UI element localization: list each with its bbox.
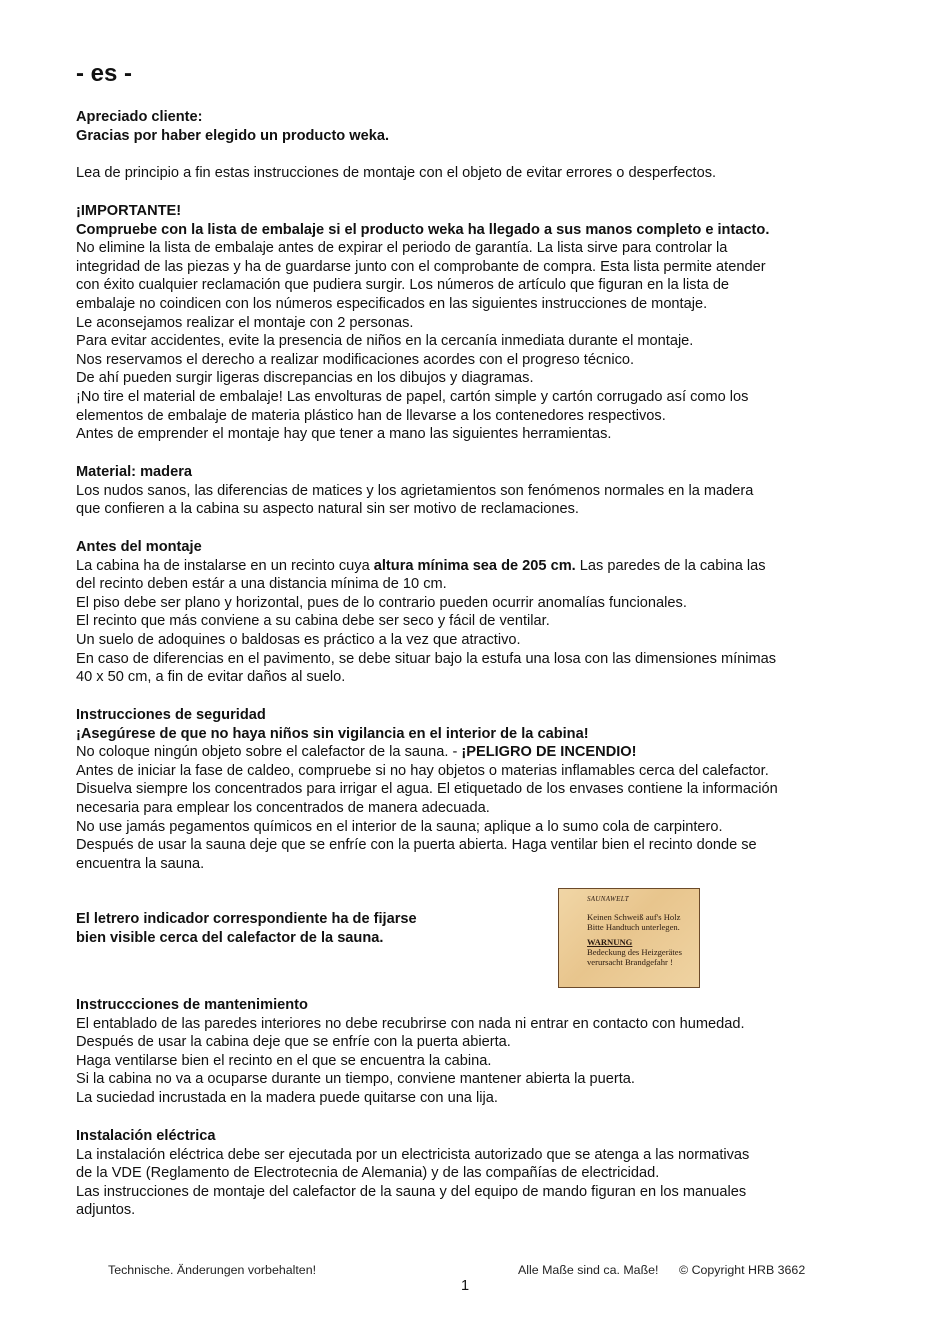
electrical-line: La instalación eléctrica debe ser ejecutada por un electricista autorizado que se atenga a las normativas xyxy=(76,1146,750,1163)
important-line: Antes de emprender el montaje hay que tener a mano las siguientes herramientas. xyxy=(76,426,612,443)
important-line: De ahí pueden surgir ligeras discrepancias en los dibujos y diagramas. xyxy=(76,370,534,387)
important-title: ¡IMPORTANTE! xyxy=(76,203,182,219)
material-line: Los nudos sanos, las diferencias de matices y los agrietamientos son fenómenos normales en la madera xyxy=(76,482,754,499)
electrical-line: adjuntos. xyxy=(76,1202,136,1219)
antes-line-pre: La cabina ha de instalarse en un recinto cuya xyxy=(76,557,374,574)
sign-note-line: bien visible cerca del calefactor de la sauna. xyxy=(76,929,384,946)
important-line: con éxito cualquier reclamación que pudiera surgir. Los números de artículo que figuran en la lista de xyxy=(76,277,730,294)
important-line: embalaje no coindicen con los números especificados en las siguientes instrucciones de montaje. xyxy=(76,295,708,312)
material-title: Material: madera xyxy=(76,464,192,480)
antes-line-post: Las paredes de la cabina las xyxy=(575,557,766,574)
safety-line: encuentra la sauna. xyxy=(76,855,205,872)
electrical-title: Instalación eléctrica xyxy=(76,1128,216,1144)
sauna-warning-sign-image xyxy=(558,888,700,988)
important-line: elementos de embalaje de materia plástico han de llevarse a los contenedores respectivos. xyxy=(76,407,666,424)
maintenance-line: La suciedad incrustada en la madera puede quitarse con una lija. xyxy=(76,1089,498,1106)
important-line: No elimine la lista de embalaje antes de expirar el periodo de garantía. La lista sirve para controlar la xyxy=(76,240,728,257)
antes-line: Un suelo de adoquines o baldosas es práctico a la vez que atractivo. xyxy=(76,631,521,648)
antes-line: del recinto deben estár a una distancia mínima de 10 cm. xyxy=(76,576,447,593)
antes-section xyxy=(76,538,876,687)
important-line: Para evitar accidentes, evite la presencia de niños en la cercanía inmediata durante el montaje. xyxy=(76,333,694,350)
safety-line: Disuelva siempre los concentrados para irrigar el agua. El etiquetado de los envases contiene la información xyxy=(76,781,778,798)
maintenance-line: Si la cabina no va a ocuparse durante un tiempo, conviene mantener abierta la puerta. xyxy=(76,1071,635,1088)
intro-section xyxy=(76,108,876,145)
antes-line: En caso de diferencias en el pavimento, se debe situar bajo la estufa una losa con las dimensiones mínimas xyxy=(76,650,777,667)
fire-danger-text: ¡PELIGRO DE INCENDIO! xyxy=(461,744,637,761)
language-heading: - es - xyxy=(76,60,133,87)
material-section xyxy=(76,463,876,519)
antes-line: El recinto que más conviene a su cabina debe ser seco y fácil de ventilar. xyxy=(76,613,550,630)
footer-copyright: © Copyright HRB 3662 xyxy=(679,1263,806,1277)
antes-line: El piso debe ser plano y horizontal, pues de lo contrario pueden ocurrir anomalías funcionales. xyxy=(76,594,687,611)
antes-line: 40 x 50 cm, a fin de evitar daños al suelo. xyxy=(76,669,346,686)
sign-text-line: Bitte Handtuch unterlegen. xyxy=(587,922,680,932)
electrical-section xyxy=(76,1127,876,1220)
read-instructions xyxy=(76,164,876,183)
page-number: 1 xyxy=(461,1278,470,1294)
sign-brand: SAUNAWELT xyxy=(587,895,629,903)
safety-line: Antes de iniciar la fase de caldeo, compruebe si no hay objetos o materias inflamables cerca del calefactor. xyxy=(76,762,769,779)
safety-title: Instrucciones de seguridad xyxy=(76,707,266,723)
safety-line: Después de usar la sauna deje que se enfríe con la puerta abierta. Haga ventilar bien el recinto donde se xyxy=(76,837,757,854)
safety-line: necesaria para emplear los concentrados de manera adecuada. xyxy=(76,799,490,816)
maintenance-title: Instruccciones de mantenimiento xyxy=(76,997,308,1013)
safety-section xyxy=(76,706,876,873)
maintenance-line: Después de usar la cabina deje que se enfríe con la puerta abierta. xyxy=(76,1034,511,1051)
sign-note-line: El letrero indicador correspondiente ha de fijarse xyxy=(76,911,417,927)
important-check: Compruebe con la lista de embalaje si el producto weka ha llegado a sus manos completo e intacto. xyxy=(76,221,770,238)
fire-danger-line xyxy=(76,743,876,762)
maintenance-section xyxy=(76,996,876,1108)
maintenance-line: El entablado de las paredes interiores no debe recubrirse con nada ni entrar en contacto con humedad. xyxy=(76,1015,745,1032)
greeting: Apreciado cliente: xyxy=(76,109,203,125)
material-line: que confieren a la cabina su aspecto natural sin ser motivo de reclamaciones. xyxy=(76,501,579,518)
important-line: Le aconsejamos realizar el montaje con 2 personas. xyxy=(76,314,414,331)
important-section xyxy=(76,202,876,444)
antes-title: Antes del montaje xyxy=(76,539,202,555)
important-line: integridad de las piezas y ha de guardarse junto con el comprobante de compra. Esta lista permite atender xyxy=(76,258,766,275)
electrical-line: de la VDE (Reglamento de Electrotecnia de Alemania) y de las compañías de electricidad. xyxy=(76,1165,660,1182)
sign-text-line: verursacht Brandgefahr ! xyxy=(587,957,673,967)
antes-line-height-requirement xyxy=(76,557,876,576)
fire-line-pre: No coloque ningún objeto sobre el calefactor de la sauna. - xyxy=(76,744,462,761)
safety-line: No use jamás pegamentos químicos en el interior de la sauna; aplique a lo sumo cola de carpintero. xyxy=(76,818,723,835)
electrical-line: Las instrucciones de montaje del calefactor de la sauna y del equipo de mando figuran en los manuales xyxy=(76,1183,747,1200)
sign-text-line: Bedeckung des Heizgerätes xyxy=(587,947,682,957)
safety-warning: ¡Asegúrese de que no haya niños sin vigilancia en el interior de la cabina! xyxy=(76,725,589,742)
sign-note xyxy=(76,910,496,947)
important-line: ¡No tire el material de embalaje! Las envolturas de papel, cartón simple y cartón corrugado así como los xyxy=(76,388,749,405)
footer-dimensions-note: Alle Maße sind ca. Maße! xyxy=(518,1263,659,1277)
sign-text-line: Keinen Schweiß auf's Holz xyxy=(587,912,681,922)
important-line: Nos reservamos el derecho a realizar modificaciones acordes con el progreso técnico. xyxy=(76,351,635,368)
sign-warning-label: WARNUNG xyxy=(587,937,633,947)
min-height-text: altura mínima sea de 205 cm. xyxy=(373,557,576,574)
read-line: Lea de principio a fin estas instrucciones de montaje con el objeto de evitar errores o desperfectos. xyxy=(76,165,717,181)
footer-technical-note: Technische. Änderungen vorbehalten! xyxy=(108,1263,317,1277)
maintenance-line: Haga ventilarse bien el recinto en el que se encuentra la cabina. xyxy=(76,1052,492,1069)
thanks-line: Gracias por haber elegido un producto weka. xyxy=(76,127,390,144)
